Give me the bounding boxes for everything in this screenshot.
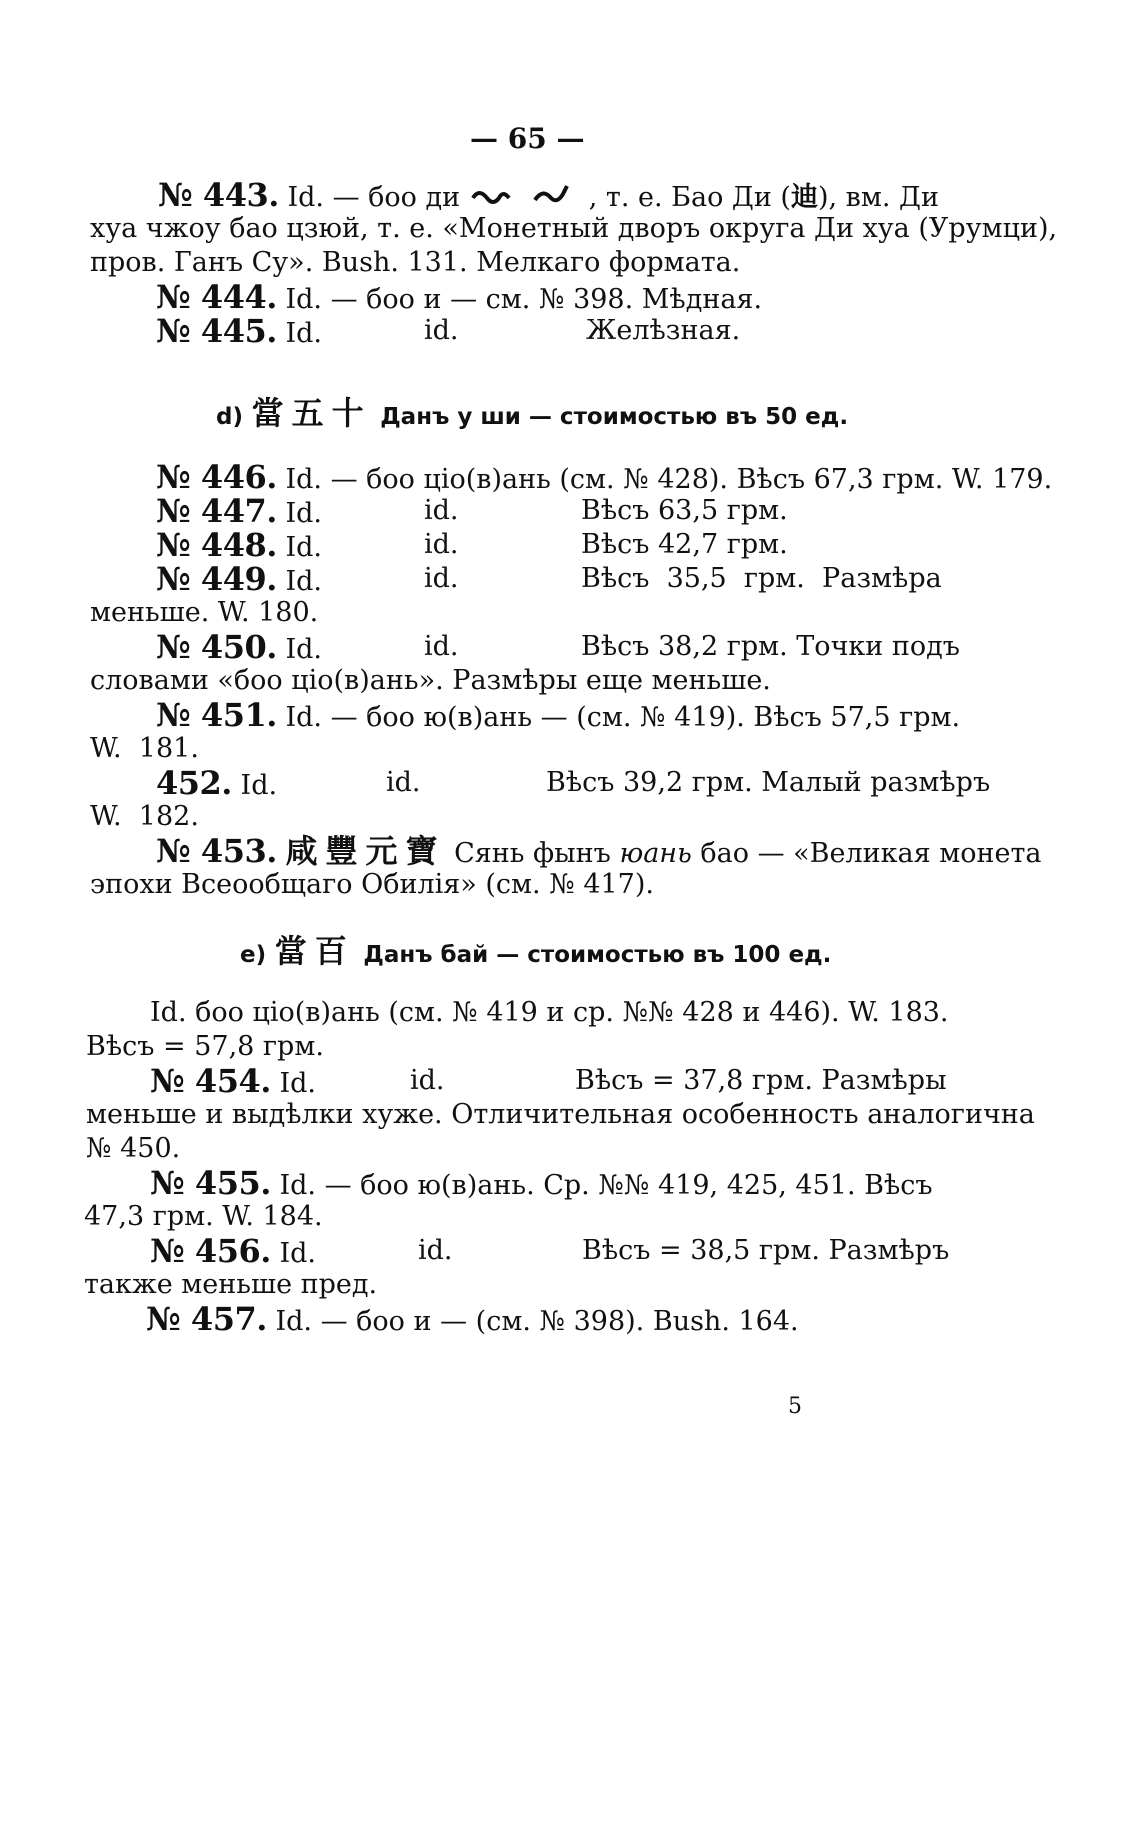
entry-456-number: № 456. [150,1232,271,1270]
entry-446-text: Id. — боо ціо(в)ань (см. № 428). Вѣсъ 67,3 грм. W. 179. [285,464,1053,495]
entry-449-id2: id. [424,563,459,594]
entry-445-number: № 445. [156,312,277,350]
entry-449 [156,562,1056,599]
entry-449-desc: Вѣсъ 35,5 грм. Размѣра [581,563,942,594]
entry-448-desc: Вѣсъ 42,7 грм. [581,529,788,560]
entry-455 [150,1166,933,1203]
entry-456-id: Id. [279,1238,316,1269]
entry-445 [156,314,1056,351]
entry-453 [156,834,1042,871]
entry-444-text: Id. — боо и — см. № 398. Мѣдная. [285,284,763,315]
entry-448-number: № 448. [156,526,277,564]
entry-450-id2: id. [424,631,459,662]
entry-454-cont-2: № 450. [86,1133,181,1164]
section-e-title: Данъ бай — стоимостью въ 100 ед. [363,942,832,968]
entry-443-text-c: ), вм. Ди [817,182,939,213]
entry-445-id: Id. [285,318,322,349]
entry-456-id2: id. [418,1235,453,1266]
entry-444-number: № 444. [156,278,277,316]
entry-455-text: Id. — боо ю(в)ань. Ср. №№ 419, 425, 451. Вѣсъ [279,1170,933,1201]
entry-451-number: № 451. [156,696,277,734]
entry-450-desc: Вѣсъ 38,2 грм. Точки подъ [581,631,960,662]
entry-450-id: Id. [285,634,322,665]
manchu-script-icon [469,184,531,210]
entry-454-number: № 454. [150,1062,271,1100]
section-d-cjk: 當五十 [251,394,372,432]
entry-446-number: № 446. [156,458,277,496]
entry-446 [156,460,1052,497]
entry-452-id2: id. [386,767,421,798]
entry-448-id2: id. [424,529,459,560]
entry-450 [156,630,1056,667]
entry-454-cont-1: меньше и выдѣлки хуже. Отличительная особенность аналогична [86,1099,1035,1130]
entry-453-text-a: Сянь фынъ [454,838,611,869]
entry-455-number: № 455. [150,1164,271,1202]
section-e-intro-line-1: Id. боо ціо(в)ань (см. № 419 и ср. №№ 428 и 446). W. 183. [150,997,949,1028]
entry-452-desc: Вѣсъ 39,2 грм. Малый размѣръ [546,767,991,798]
entry-457-text: Id. — боо и — (см. № 398). Bush. 164. [275,1306,799,1337]
entry-443-line-1 [158,178,939,215]
entry-456-cont: также меньше пред. [84,1269,378,1300]
entry-452-number: 452. [156,764,232,802]
entry-453-cont: эпохи Всеообщаго Обилія» (см. № 417). [90,869,654,900]
entry-447-desc: Вѣсъ 63,5 грм. [581,495,788,526]
entry-453-text-b: бао — «Великая монета [700,838,1042,869]
entry-457 [146,1302,799,1339]
entry-454 [150,1064,1050,1101]
entry-454-id2: id. [410,1065,445,1096]
entry-453-text-italic: юань [619,838,692,869]
entry-454-id: Id. [279,1068,316,1099]
entry-445-desc: Желѣзная. [586,315,741,346]
entry-450-cont: словами «боо ціо(в)ань». Размѣры еще меньше. [90,665,771,696]
section-e-label: е) [240,942,267,968]
entry-443-line-2: хуа чжоу бао цзюй, т. е. «Монетный дворъ округа Ди хуа (Урумци), [90,213,1058,244]
entry-452 [156,766,1056,803]
entry-448-id: Id. [285,532,322,563]
entry-449-number: № 449. [156,560,277,598]
entry-445-id2: id. [424,315,459,346]
entry-443-number: № 443. [158,176,279,214]
entry-443-text-a: Id. — боо ди [287,182,461,213]
entry-443-text-b: , т. е. Бао Ди ( [588,182,791,213]
section-d-title: Данъ у ши — стоимостью въ 50 ед. [380,404,849,430]
page-number: — 65 — [470,122,585,155]
entry-453-cjk: 咸豐元寶 [285,832,446,870]
footer-number: 5 [788,1394,802,1419]
entry-455-cont: 47,3 грм. W. 184. [84,1201,323,1232]
section-e-cjk: 當百 [274,932,355,970]
entry-456-desc: Вѣсъ = 38,5 грм. Размѣръ [582,1235,950,1266]
entry-450-number: № 450. [156,628,277,666]
entry-447-id2: id. [424,495,459,526]
section-d-heading [216,396,848,434]
entry-443-line-3: пров. Ганъ Су». Bush. 131. Мелкаго формата. [90,247,741,278]
section-d-label: d) [216,404,243,430]
entry-449-cont: меньше. W. 180. [90,597,319,628]
entry-449-id: Id. [285,566,322,597]
entry-452-id: Id. [240,770,278,801]
entry-454-desc: Вѣсъ = 37,8 грм. Размѣры [575,1065,947,1096]
section-e-intro-line-2: Вѣсъ = 57,8 грм. [86,1031,324,1062]
entry-452-cont: W. 182. [90,801,199,832]
entry-447-number: № 447. [156,492,277,530]
entry-447 [156,494,1056,531]
entry-451 [156,698,960,735]
entry-443-cjk-di: 迪 [790,182,818,213]
entry-448 [156,528,1056,565]
section-e-heading [240,934,831,972]
entry-451-cont: W. 181. [90,733,199,764]
entry-453-number: № 453. [156,832,277,870]
entry-457-number: № 457. [146,1300,267,1338]
entry-447-id: Id. [285,498,322,529]
entry-456 [150,1234,1050,1271]
entry-451-text: Id. — боо ю(в)ань — (см. № 419). Вѣсъ 57,5 грм. [285,702,961,733]
